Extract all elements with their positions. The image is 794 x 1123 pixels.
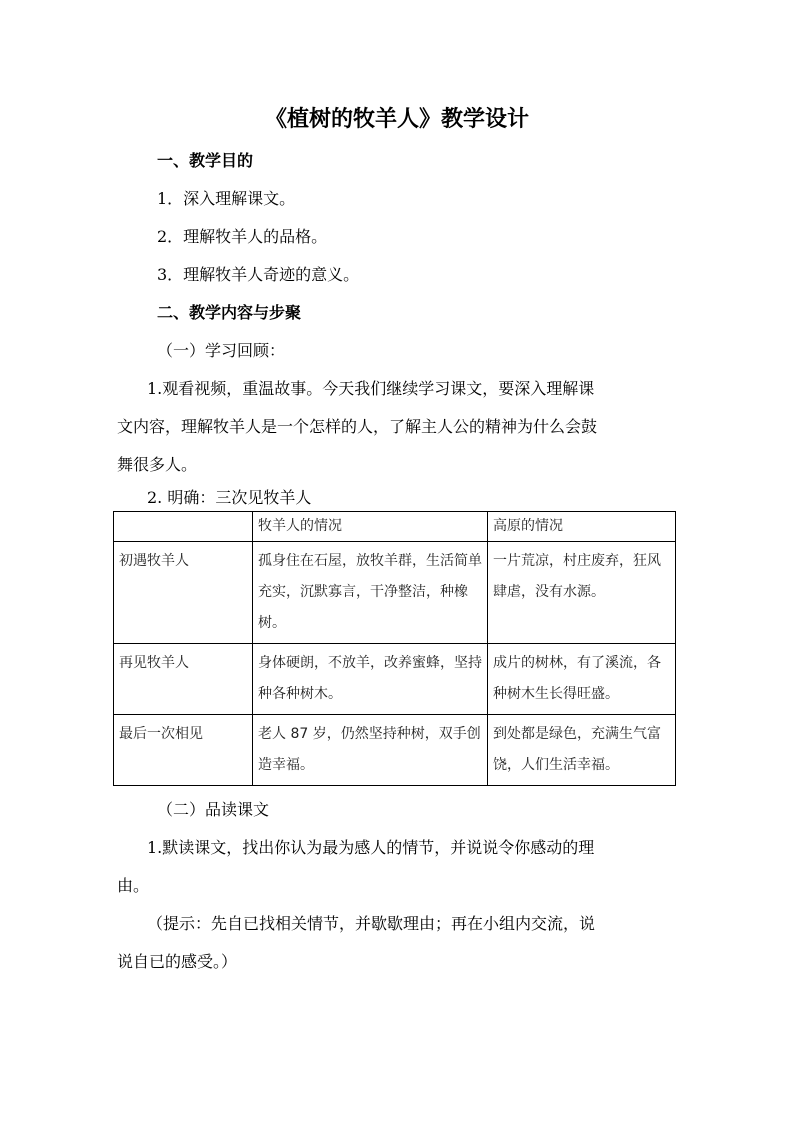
paragraph-line: 文内容，理解牧羊人是一个怎样的人，了解主人公的精神为什么会鼓 (117, 417, 598, 436)
section-heading-objectives: 一、教学目的 (157, 151, 254, 170)
table-cell-label: 最后一次相见 (114, 715, 253, 786)
paragraph-line: 1.观看视频，重温故事。今天我们继续学习课文，要深入理解课 (147, 379, 595, 398)
table-cell-shepherd: 孤身住在石屋，放牧羊群，生活简单充实，沉默寡言，干净整洁，种橡树。 (253, 542, 488, 644)
table-cell-plateau: 一片荒凉，村庄废弃，狂风肆虐，没有水源。 (488, 542, 676, 644)
subsection-heading-reading: （二）品读课文 (157, 800, 270, 819)
page-title: 《植树的牧羊人》教学设计 (264, 106, 529, 132)
table-header-cell (114, 512, 253, 542)
table-header-row (114, 512, 676, 542)
paragraph-line: 2. 明确：三次见牧羊人 (147, 488, 312, 507)
table-cell-plateau: 到处都是绿色，充满生气富饶，人们生活幸福。 (488, 715, 676, 786)
paragraph-line: 由。 (117, 876, 150, 895)
table-cell-label: 再见牧羊人 (114, 644, 253, 715)
encounters-table (113, 511, 676, 786)
paragraph-line: 1.默读课文，找出你认为最为感人的情节，并说说令你感动的理 (147, 838, 595, 857)
table-cell-label: 初遇牧羊人 (114, 542, 253, 644)
table-cell-plateau: 成片的树林，有了溪流，各种树木生长得旺盛。 (488, 644, 676, 715)
table-row (114, 644, 676, 715)
paragraph-line: （提示：先自已找相关情节，并歇歇理由；再在小组内交流，说 (147, 914, 596, 933)
table-header-cell: 牧羊人的情况 (253, 512, 488, 542)
paragraph-line: 说自已的感受。） (117, 952, 238, 971)
subsection-heading-review: （一）学习回顾： (157, 341, 286, 360)
table-header-cell: 高原的情况 (488, 512, 676, 542)
objective-item: 3．理解牧羊人奇迹的意义。 (157, 265, 360, 284)
table-row (114, 715, 676, 786)
paragraph-line: 舞很多人。 (117, 455, 198, 474)
objective-item: 2．理解牧羊人的品格。 (157, 227, 328, 246)
table-cell-shepherd: 身体硬朗，不放羊，改养蜜蜂，坚持种各种树木。 (253, 644, 488, 715)
objective-item: 1．深入理解课文。 (157, 189, 296, 208)
section-heading-content: 二、教学内容与步聚 (157, 303, 302, 322)
table-row (114, 542, 676, 644)
table-cell-shepherd: 老人 87 岁，仍然坚持种树，双手创造幸福。 (253, 715, 488, 786)
